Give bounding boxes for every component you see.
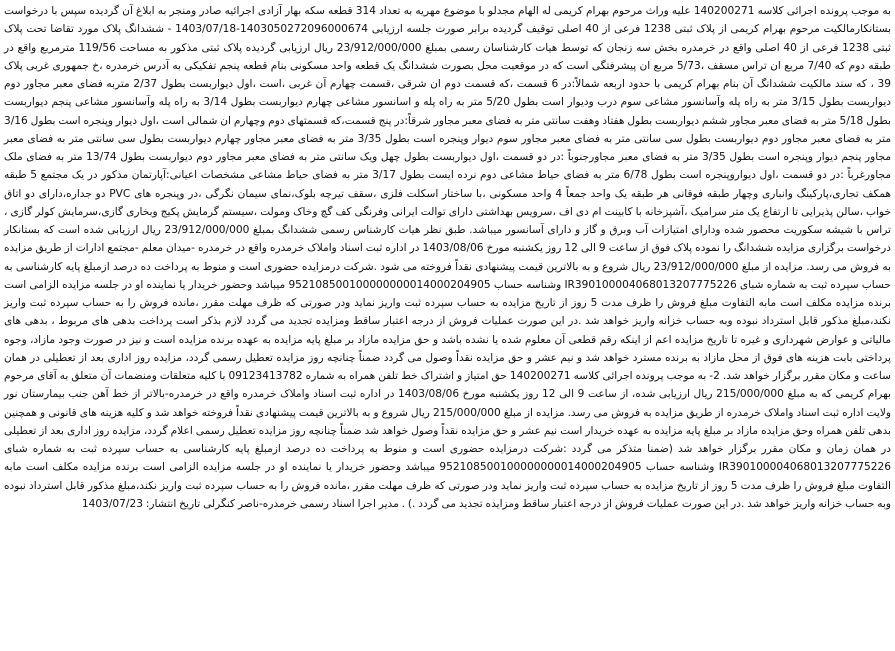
auction-notice-text: به موجب پرونده اجرائی کلاسه 140200271 علیه وراث مرحوم بهرام کریمی له الهام مجدلو با موضوع مهریه به تعداد 314 قطعه سکه بهار آزادی اجرائیه صادر ومنجر به ابلاغ آن گردیده سپس با درخواست بستانکارمالکیت مرحوم بهرام کریمی از پلاک ثبتی 1238 فرعی از 40 اصلی توقیف گردیده برابر صورت جلسه ارزیابی 1403050272096000674-1403/07/18 - ششدانگ پلاک مورد تقاضا تحت پلاک ثبتی 1238 فرعی از 40 اصلی واقع در خرمدره بخش سه زنجان که توسط هیات کارشناسان رسمی بمبلغ 23/912/000/000 ریال ارزیابی گردیده پلاک ثبتی مذکور به مساحت 119/56 مترمربع واقع در طبقه دوم که 7/40 مربع ان تراس مسقف ،5/73 مربع ان پیشرفتگی است که در موقعیت محل بصورت ششدانگ یک قطعه واحد مسکونی بنام قطعه پنجم تفکیکی به آدرس خرمدره ،خ جمهوری غربی پلاک 39 ، که سند مالکیت ششدانگ آن بنام بهرام کریمی با حدود اربعه شمالاً:در 6 قسمت ،که قسمت دوم ان شرقی ،قسمت چهارم آن غربی ،است ،اول دیواربست بطول 2/37 متربه فضای معبر مجاور دوم دیواربست بطول 3/15 متر به راه پله وآسانسور مشاعی سوم درب ودیوار است بطول 5/20 متر به راه پله و اسانسور مشاعی چهارم دیواربست بطول 3/14 به راه پله وآسانسور مشاعی پنجم دیواربست بطول 5/18 متر به فضای معبر مجاور ششم دیواربست بطول هفتاد وهفت سانتی متر به فضای معبر مجاور شرقاً:در پنج قسمت،که قسمتهای دوم وچهارم ان شمالی است ،اول دیوار وپنجره است بطول 3/16 متر به فضای معبر مجاور دوم دیواربست بطول سی سانتی متر به فضای معبر مجاور سوم دیوار وپنجره است بطول 3/35 متر به فضای معبر مجاور چهارم دیواربست بطول سی سانتی متر به فضای معبر مجاور پنجم دیوار وپنجره است بطول 3/35 متر به فضای معبر مجاورجنوباً :در دو قسمت ،اول دیواربست بطول چهل ویک سانتی متر به فضای معبر مجاور دوم دیواربست بطول 13/74 متر به فضای ملک مجاورغرباً :در دو قسمت ،اول دیواروپنجره است بطول 6/78 متر به فضای حیاط مشاعی دوم نرده ایست بطول 3/17 متر به فضای حیاط مشاعی مشخصات اعیانی:آپارتمان مذکور در یک مجتمع 5 طبقه همکف تجاری،پارکینگ وانباری وچهار طبقه فوقانی هر طبقه یک واحد جمعاً 4 واحد مسکونی ،با ساختار اسکلت فلزی ،سقف تیرچه بلوک،نمای سیمان نگرگی ،در وپنجره های PVC دو جداره،دارای دو اتاق خواب ،سالن پذیرایی تا ارتفاع یک متر سرامیک ،آشپزخانه با کابینت ام دی اف ،سرویس بهداشتی دارای توالت ایرانی وفرنگی کف گچ وخاک ومولت ،سیستم گرمایش پکیج وبخاری گازی،سرمایش کولر گازی ، تراس با شیشه سکوریت محصور شده ودارای امتیازات آب وبرق و گاز و دارای آسانسور میباشد. طبق نظر هیات کارشناس رسمی ششدانگ بمبلغ 23/912/000/000 ریال ارزیابی شده است که بستانکار درخواست برگزاری مزایده ششدانگ را نموده پلاک فوق از ساعت 9 الی 12 روز یکشنبه مورخ 1403/08/06 در اداره ثبت اسناد واملاک خرمدره واقع در خرمدره -میدان معلم -مجتمع ادارات از طریق مزایده به فروش می رسد. مزایده از مبلغ 23/912/000/000 ریال شروع و به بالاترین قیمت پیشنهادی نقداً فروخته می شود .شرکت درمزایده حضوری است و منوط به پرداخت ده درصد ازمبلغ پایه کارشناسی به حساب سپرده ثبت به شماره شبای IR390100004068013207775226 وشناسه حساب 952108500100000000014000204905 میباشد وحضور خریدار یا نماینده او در جلسه مزایده الزامی است برنده مزایده مکلف است مابه التفاوت مبلغ فروش را ظرف مدت 5 روز از تاریخ مزایده به حساب سپرده ثبت واریز نماید ودر صورتی که ظرف مهلت مقرر ،مانده فروش را به حساب سپرده ثبت واریز نکند،مبلغ مذکور قابل استرداد نبوده وبه حساب خزانه واریز خواهد شد .در این صورت عملیات فروش از درجه اعتبار ساقط ومزایده تجدید می گردد لازم بذکر است پرداخت بدهی های مربوط ، بدهی های مالیاتی و عوارض شهرداری و غیره تا تاریخ مزایده اعم از اینکه رقم قطعی آن معلوم شده یا نشده باشد و حق مزایده مازاد بر مبلغ پایه مزایده به عهده برنده مزایده است و نیز در صورت وجود مازاد، وجوه پرداختی بابت هزینه های فوق از محل مازاد به برنده مسترد خواهد شد و نیم عشر و حق مزایده نقداً وصول می گردد ضمناً چنانچه روز مزایده تعطیل رسمی گردد، مزایده روز اداری بعد از تعطیلی در همان ساعت و مکان مقرر برگزار خواهد شد. 2- به موجب پرونده اجرائی کلاسه 140200271 حق امتیاز و اشتراک خط تلفن همراه به شماره 09123413782 با کلیه متعلقات ومنضمات آن متعلق به آقای مرحوم بهرام کریمی که به مبلغ 215/000/000 ریال ارزیابی شده، از ساعت 9 الی 12 روز یکشنبه مورخ 1403/08/06 در اداره ثبت اسناد واملاک خرمدره واقع در خرمدره-بالاتر از خط آهن جنب بیمارستان نور ولایت اداره ثبت اسناد واملاک خرمدره از طریق مزایده به فروش می رسد. مزایده از مبلغ 215/000/000 ریال شروع و به بالاترین قیمت پیشنهادی نقداً فروخته خواهد شد و کلیه هزینه های قانونی و همچنین بدهی تلفن همراه وحق مزایده مازاد بر مبلغ پایه مزایده به عهده خریدار است نیم عشر و حق مزایده نقداً وصول خواهد شد ضمناً چنانچه روز مزایده تعطیل رسمی اعلام گردد، مزایده روز اداری بعد از تعطیلی در همان زمان و مکان مقرر برگزار خواهد شد (ضمنا متذکر می گردد :شرکت درمزایده حضوری است و منوط به پرداخت ده درصد ازمبلغ پایه کارشناسی به حساب سپرده ثبت به شماره شبای IR390100004068013207775226 وشناسه حساب 952108500100000000014000204905 میباشد وحضور خریدار یا نماینده او در جلسه مزایده الزامی است برنده مزایده مکلف است مابه التفاوت مبلغ فروش را ظرف مدت 5 روز از تاریخ مزایده به حساب سپرده ثبت واریز نماید ودر صورتی که ظرف مهلت مقرر ،مانده فروش را به حساب سپرده ثبت واریز نکند،مبلغ مذکور قابل استرداد نبوده وبه حساب خزانه واریز خواهد شد .در این صورت عملیات فروش از درجه اعتبار ساقط ومزایده تجدید می گردد .) . مدیر اجرا اسناد رسمی خرمدره-ناصر کنگرلی تاریخ انتشار: 1403/07/23	[4, 5, 892, 510]
